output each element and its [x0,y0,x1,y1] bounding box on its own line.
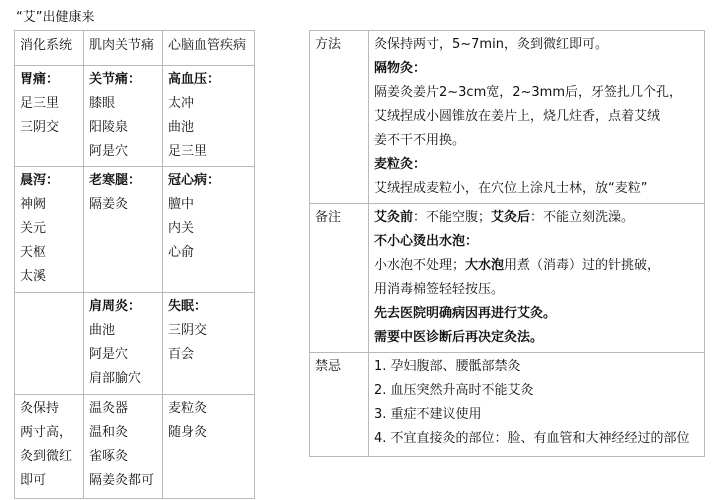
method-row [310,31,705,204]
taboo-label: 禁忌 [310,353,369,457]
table-cell: 冠心病： 膻中 内关 心俞 [163,167,255,293]
table-cell: 灸保持 两寸高， 灸到微红 即可 [15,395,84,499]
table-cell: 失眠： 三阴交 百会 [163,293,255,395]
table-cell: 肩周炎： 曲池 阿是穴 肩部腧穴 [84,293,163,395]
notes-content: 艾灸前：不能空腹；艾灸后：不能立刻洗澡。 不小心烫出水泡： 小水泡不处理；大水泡用煮（消毒）过的针挑破， 用消毒棉签轻轻按压。 先去医院明确病因再进行艾灸。 需要中医诊断后再决定灸法。 [369,204,705,353]
list-item: 3. 重症不建议使用 [374,407,482,422]
method-content: 灸保持两寸，5~7min，灸到微红即可。 隔物灸： 隔姜灸姜片2~3cm宽，2~3mm后，牙签扎几个孔， 艾绒捏成小圆锥放在姜片上，烧几炷香，点着艾绒 姜不干不用换。 麦粒灸： 艾绒捏成麦粒小，在穴位上涂凡士林，放“麦粒” [369,31,705,204]
table-cell: 关节痛： 膝眼 阳陵泉 阿是穴 [84,66,163,167]
table-row [15,167,255,293]
notes-row [310,204,705,353]
table-cell: 晨泻： 神阙 关元 天枢 太溪 [15,167,84,293]
taboo-content [369,353,705,457]
table-cell: 温灸器 温和灸 雀啄灸 隔姜灸都可 [84,395,163,499]
table-cell: 胃痛： 足三里 三阴交 [15,66,84,167]
table-cell: 高血压： 太冲 曲池 足三里 [163,66,255,167]
list-item: 2. 血压突然升高时不能艾灸 [374,383,534,398]
header-joint: 肌肉关节痛 [84,31,163,66]
page-title: “艾”出健康来 [16,10,95,25]
table-cell [15,293,84,395]
notes-label: 备注 [310,204,369,353]
header-cardio: 心脑血管疾病 [163,31,255,66]
table-row [15,395,255,499]
acupoint-table [14,30,255,499]
taboo-list [374,355,699,451]
table-row [15,293,255,395]
table-row [15,66,255,167]
table-cell: 老寒腿： 隔姜灸 [84,167,163,293]
list-item: 4. 不宜直接灸的部位：脸、有血管和大神经经过的部位 [374,431,690,446]
taboo-row [310,353,705,457]
table-cell: 麦粒灸 随身灸 [163,395,255,499]
list-item: 1. 孕妇腹部、腰骶部禁灸 [374,359,521,374]
table-header-row [15,31,255,66]
method-label: 方法 [310,31,369,204]
instructions-table [309,30,705,457]
header-digestive: 消化系统 [15,31,84,66]
